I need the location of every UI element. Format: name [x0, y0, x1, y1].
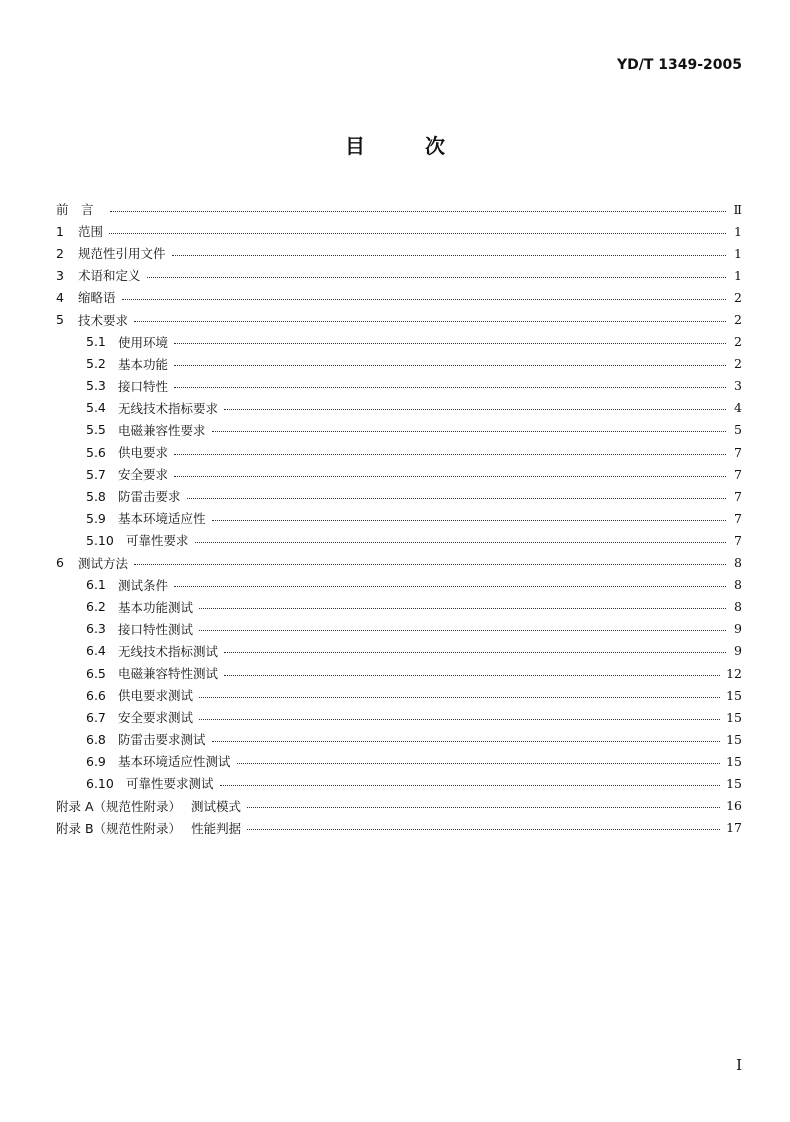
toc-entry[interactable]: [56, 331, 742, 353]
dot-leader: [109, 233, 726, 234]
toc-entry-number: 6.6: [86, 687, 106, 703]
toc-entry[interactable]: [56, 308, 742, 330]
toc-entry-number: 5.2: [86, 356, 106, 372]
toc-entry[interactable]: [56, 662, 742, 684]
dot-leader: [199, 630, 726, 631]
toc-entry[interactable]: [56, 485, 742, 507]
toc-entry-page: 3: [734, 378, 742, 394]
dot-leader: [212, 431, 726, 432]
dot-leader: [172, 255, 726, 256]
dot-leader: [134, 564, 726, 565]
toc-entry-page: 1: [734, 267, 742, 283]
toc-entry[interactable]: [56, 552, 742, 574]
toc-entry[interactable]: [56, 264, 742, 286]
toc-entry-number: 6: [56, 555, 64, 571]
dot-leader: [122, 299, 726, 300]
page-number: I: [736, 1056, 742, 1074]
toc-entry-page: 8: [734, 577, 742, 593]
dot-leader: [199, 697, 720, 698]
toc-entry-page: 7: [734, 466, 742, 482]
dot-leader: [199, 719, 720, 720]
toc-entry[interactable]: [56, 728, 742, 750]
toc-entry-number: 6.10: [86, 775, 114, 791]
toc-entry-page: 8: [734, 555, 742, 571]
toc-entry-number: 4: [56, 289, 64, 305]
toc-entry-label: 基本功能测试: [118, 599, 194, 615]
dot-leader: [174, 387, 726, 388]
toc-entry[interactable]: [56, 375, 742, 397]
table-of-contents: [56, 198, 742, 839]
toc-entry-label: 防雷击要求: [118, 489, 181, 505]
toc-entry-label: 测试模式: [191, 798, 242, 814]
toc-entry-label: 范围: [78, 224, 104, 240]
toc-entry-page: 16: [726, 798, 742, 814]
toc-entry-page: 4: [734, 400, 742, 416]
dot-leader: [187, 498, 726, 499]
toc-entry-number: 6.9: [86, 753, 106, 769]
dot-leader: [237, 763, 721, 764]
toc-entry-number: 5.6: [86, 444, 106, 460]
toc-entry-page: 5: [734, 422, 742, 438]
toc-entry-page: 2: [734, 289, 742, 305]
toc-entry[interactable]: [56, 750, 742, 772]
dot-leader: [212, 741, 721, 742]
page-title: [0, 130, 790, 159]
toc-entry-label: 技术要求: [78, 312, 129, 328]
dot-leader: [195, 542, 726, 543]
toc-entry-number: 5.1: [86, 334, 106, 350]
dot-leader: [110, 211, 726, 212]
toc-entry-label: 基本功能: [118, 356, 169, 372]
toc-entry-label: 缩略语: [78, 290, 116, 306]
toc-entry-page: 7: [734, 488, 742, 504]
toc-entry-number: 5.4: [86, 400, 106, 416]
toc-entry-page: 2: [734, 356, 742, 372]
toc-entry-page: 7: [734, 444, 742, 460]
standard-code: YD/T 1349-2005: [616, 57, 742, 73]
toc-entry-number: 1: [56, 223, 64, 239]
dot-leader: [247, 829, 720, 830]
toc-entry[interactable]: [56, 353, 742, 375]
toc-entry[interactable]: [56, 772, 742, 794]
toc-entry-number: 2: [56, 245, 64, 261]
dot-leader: [212, 520, 726, 521]
toc-entry-number: 6.4: [86, 643, 106, 659]
toc-entry-label: 性能判据: [191, 820, 242, 836]
toc-entry-page: 15: [726, 731, 742, 747]
toc-entry[interactable]: [56, 574, 742, 596]
toc-entry-number: 5: [56, 312, 64, 328]
toc-entry-number: 附录 A（规范性附录）: [56, 798, 182, 814]
toc-entry-page: Ⅱ: [733, 201, 742, 217]
toc-entry-label: 术语和定义: [78, 268, 141, 284]
toc-entry[interactable]: [56, 507, 742, 529]
toc-entry[interactable]: [56, 817, 742, 839]
toc-entry-page: 12: [726, 665, 742, 681]
toc-entry-page: 9: [734, 643, 742, 659]
toc-entry[interactable]: [56, 419, 742, 441]
toc-entry[interactable]: [56, 220, 742, 242]
toc-entry-page: 9: [734, 621, 742, 637]
dot-leader: [220, 785, 721, 786]
toc-entry-number: 6.8: [86, 731, 106, 747]
toc-entry-label: 安全要求: [118, 467, 169, 483]
toc-entry-number: 5.9: [86, 510, 106, 526]
toc-entry-number: 3: [56, 267, 64, 283]
toc-entry-number: 5.3: [86, 378, 106, 394]
dot-leader: [224, 652, 726, 653]
toc-entry-label: 安全要求测试: [118, 710, 194, 726]
toc-entry-label: 使用环境: [118, 334, 169, 350]
toc-entry[interactable]: [56, 529, 742, 551]
toc-entry-label: 接口特性测试: [118, 621, 194, 637]
toc-entry[interactable]: [56, 463, 742, 485]
toc-entry-label: 防雷击要求测试: [118, 732, 206, 748]
toc-entry-page: 15: [726, 687, 742, 703]
toc-entry-page: 2: [734, 334, 742, 350]
toc-entry-label: 电磁兼容特性测试: [118, 666, 219, 682]
toc-entry[interactable]: [56, 640, 742, 662]
toc-entry-label: 测试条件: [118, 577, 169, 593]
toc-entry[interactable]: [56, 286, 742, 308]
toc-entry-page: 15: [726, 753, 742, 769]
toc-entry-label: 接口特性: [118, 378, 169, 394]
dot-leader: [134, 321, 726, 322]
toc-entry-number: 5.5: [86, 422, 106, 438]
toc-entry-number: 6.5: [86, 665, 106, 681]
dot-leader: [199, 608, 726, 609]
toc-entry[interactable]: [56, 596, 742, 618]
dot-leader: [174, 454, 726, 455]
toc-entry-label: 可靠性要求测试: [126, 776, 214, 792]
toc-entry-page: 15: [726, 775, 742, 791]
dot-leader: [224, 675, 720, 676]
toc-entry-page: 2: [734, 312, 742, 328]
toc-entry[interactable]: [56, 397, 742, 419]
toc-entry-page: 1: [734, 245, 742, 261]
dot-leader: [174, 586, 726, 587]
toc-entry[interactable]: [56, 441, 742, 463]
toc-entry-page: 15: [726, 709, 742, 725]
toc-entry-number: 6.7: [86, 709, 106, 725]
toc-entry-number: 6.2: [86, 599, 106, 615]
toc-entry[interactable]: [56, 795, 742, 817]
toc-entry[interactable]: [56, 242, 742, 264]
toc-entry-label: 测试方法: [78, 555, 129, 571]
toc-entry-label: 无线技术指标测试: [118, 643, 219, 659]
toc-entry-label: 可靠性要求: [126, 533, 189, 549]
toc-entry-number: 5.10: [86, 532, 114, 548]
toc-entry-label: 电磁兼容性要求: [118, 422, 206, 438]
toc-entry[interactable]: [56, 618, 742, 640]
toc-entry-number: 6.1: [86, 577, 106, 593]
toc-entry-number: 5.7: [86, 466, 106, 482]
dot-leader: [174, 343, 726, 344]
toc-entry[interactable]: [56, 706, 742, 728]
toc-entry-number: 5.8: [86, 488, 106, 504]
toc-entry-number: 前 言: [56, 202, 94, 218]
dot-leader: [147, 277, 726, 278]
toc-entry-page: 7: [734, 510, 742, 526]
toc-entry-label: 基本环境适应性: [118, 511, 206, 527]
toc-entry[interactable]: [56, 684, 742, 706]
dot-leader: [247, 807, 720, 808]
toc-entry-label: 供电要求测试: [118, 688, 194, 704]
toc-entry-page: 1: [734, 223, 742, 239]
toc-entry-label: 供电要求: [118, 445, 169, 461]
toc-entry-label: 无线技术指标要求: [118, 400, 219, 416]
title-part-2: 次: [425, 134, 445, 158]
toc-entry-label: 规范性引用文件: [78, 246, 166, 262]
toc-entry-page: 7: [734, 532, 742, 548]
toc-entry-label: 基本环境适应性测试: [118, 754, 231, 770]
toc-entry-page: 17: [726, 820, 742, 836]
toc-entry-page: 8: [734, 599, 742, 615]
toc-entry-number: 附录 B（规范性附录）: [56, 820, 182, 836]
toc-entry[interactable]: [56, 198, 742, 220]
dot-leader: [174, 476, 726, 477]
title-part-1: 目: [345, 134, 365, 158]
dot-leader: [174, 365, 726, 366]
toc-entry-number: 6.3: [86, 621, 106, 637]
dot-leader: [224, 409, 726, 410]
